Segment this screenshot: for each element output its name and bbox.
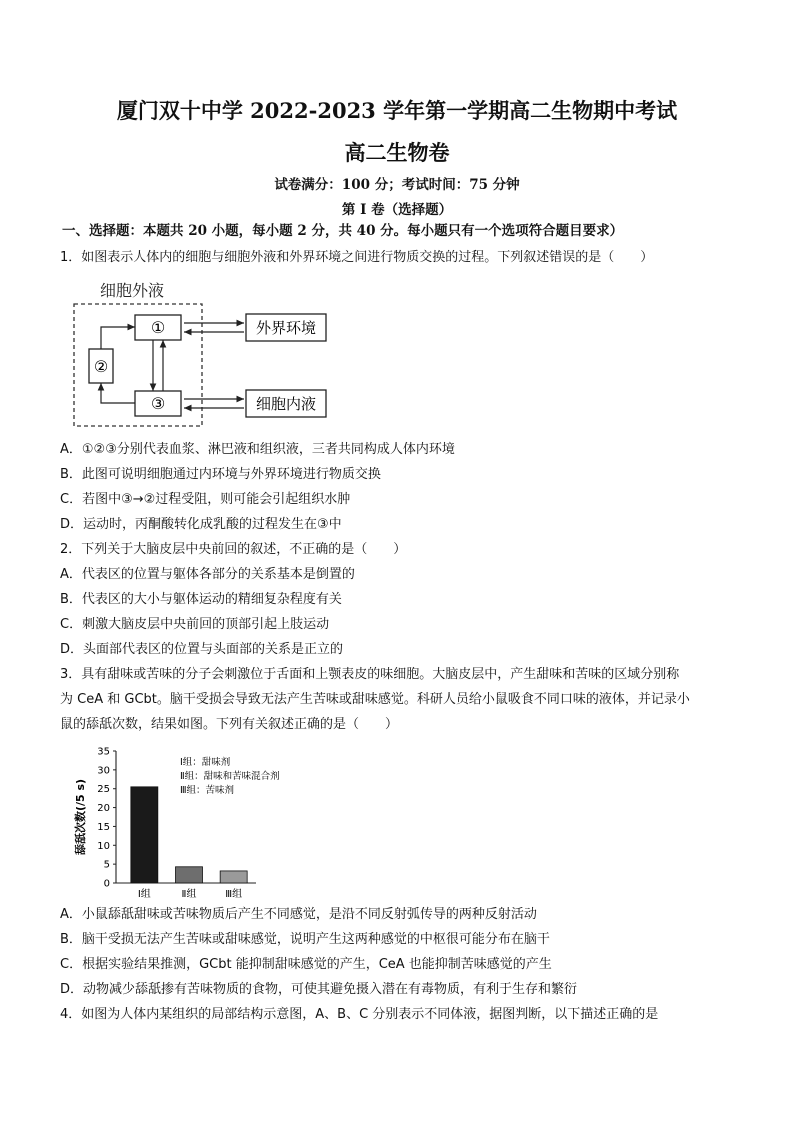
q3-option-d: D．动物减少舔舐掺有苦味物质的食物，可使其避免摄入潜在有毒物质，有利于生存和繁衍 — [60, 982, 578, 997]
outer-env-label: 外界环境 — [255, 319, 317, 337]
diagram-frame-label: 细胞外液 — [100, 281, 165, 300]
chart-bars — [131, 787, 247, 900]
q3-option-c: C．根据实验结果推测，GCbt 能抑制甜味感觉的产生，CeA 也能抑制苦味感觉的产生 — [60, 957, 552, 972]
q3-option-a: A．小鼠舔舐甜味或苦味物质后产生不同感觉，是沿不同反射弧传导的两种反射活动 — [60, 907, 537, 922]
intracellular-label: 细胞内液 — [255, 395, 317, 413]
chart-y-tick-label: 30 — [97, 765, 110, 777]
exam-subtitle: 高二生物卷 — [344, 140, 450, 165]
arrow-2-to-1 — [101, 327, 135, 349]
chart-bar — [131, 787, 158, 883]
chart-x-tick-label: Ⅰ组 — [137, 889, 151, 900]
q2-option-a: A．代表区的位置与躯体各部分的关系基本是倒置的 — [60, 567, 355, 582]
q3-stem-line-2: 为 CeA 和 GCbt。脑干受损会导致无法产生苦味或甜味感觉。科研人员给小鼠吸食不同口味的液体，并记录小 — [60, 692, 690, 707]
q3-bar-chart — [70, 738, 290, 908]
arrow-3-to-2 — [101, 383, 135, 403]
chart-bar — [176, 867, 203, 883]
q2-option-d: D．头面部代表区的位置与头面部的关系是正立的 — [60, 642, 344, 657]
box-2-label: ② — [93, 357, 109, 376]
chart-y-tick-label: 20 — [97, 803, 110, 815]
q1-option-b: B．此图可说明细胞通过内环境与外界环境进行物质交换 — [60, 467, 381, 482]
chart-y-tick-label: 5 — [103, 859, 110, 871]
chart-ylabel: 舔舐次数(/5 s) — [74, 778, 87, 856]
q3-stem-line-3: 鼠的舔舐次数，结果如图。下列有关叙述正确的是（ ） — [60, 717, 399, 732]
chart-x-tick-label: Ⅲ组 — [225, 889, 243, 900]
box-3-label: ③ — [150, 394, 166, 413]
q1-option-d: D．运动时，丙酮酸转化成乳酸的过程发生在③中 — [60, 517, 342, 532]
chart-legend-entry: Ⅱ组：甜味和苦味混合剂 — [180, 771, 280, 782]
chart-y-tick-label: 0 — [103, 878, 110, 890]
q2-option-b: B．代表区的大小与躯体运动的精细复杂程度有关 — [60, 592, 342, 607]
q1-diagram — [60, 275, 360, 435]
chart-legend-entry: Ⅲ组：苦味剂 — [180, 785, 235, 796]
box-1-label: ① — [150, 318, 166, 337]
q1-stem: 1．如图表示人体内的细胞与细胞外液和外界环境之间进行物质交换的过程。下列叙述错误的是（ ） — [60, 250, 654, 265]
section-title: 一、选择题：本题共 20 小题，每小题 2 分，共 40 分。每小题只有一个选项符合题目要求） — [62, 223, 624, 239]
chart-y-tick-label: 35 — [97, 746, 110, 758]
q1-option-a: A．①②③分别代表血浆、淋巴液和组织液，三者共同构成人体内环境 — [60, 442, 455, 457]
volume-title: 第 I 卷（选择题） — [341, 202, 453, 218]
chart-y-tick-label: 10 — [97, 840, 110, 852]
exam-title: 厦门双十中学 2022-2023 学年第一学期高二生物期中考试 — [116, 98, 678, 123]
chart-legend-entry: Ⅰ组：甜味剂 — [180, 757, 231, 768]
chart-y-tick-label: 25 — [97, 784, 110, 796]
q1-option-c: C．若图中③→②过程受阻，则可能会引起组织水肿 — [60, 492, 351, 507]
q2-option-c: C．刺激大脑皮层中央前回的顶部引起上肢运动 — [60, 617, 330, 632]
chart-legend — [180, 756, 280, 796]
chart-y-tick-label: 15 — [97, 821, 110, 833]
chart-bar — [220, 871, 247, 883]
q4-stem: 4．如图为人体内某组织的局部结构示意图，A、B、C 分别表示不同体液，据图判断，以下描述正确的是 — [60, 1007, 659, 1022]
q3-option-b: B．脑干受损无法产生苦味或甜味感觉，说明产生这两种感觉的中枢很可能分布在脑干 — [60, 932, 550, 947]
q3-stem-line-1: 3．具有甜味或苦味的分子会刺激位于舌面和上颚表皮的味细胞。大脑皮层中，产生甜味和苦味的区域分别称 — [60, 667, 680, 682]
chart-x-tick-label: Ⅱ组 — [181, 889, 197, 900]
q2-stem: 2．下列关于大脑皮层中央前回的叙述，不正确的是（ ） — [60, 542, 407, 557]
exam-info: 试卷满分：100 分；考试时间：75 分钟 — [274, 177, 520, 193]
